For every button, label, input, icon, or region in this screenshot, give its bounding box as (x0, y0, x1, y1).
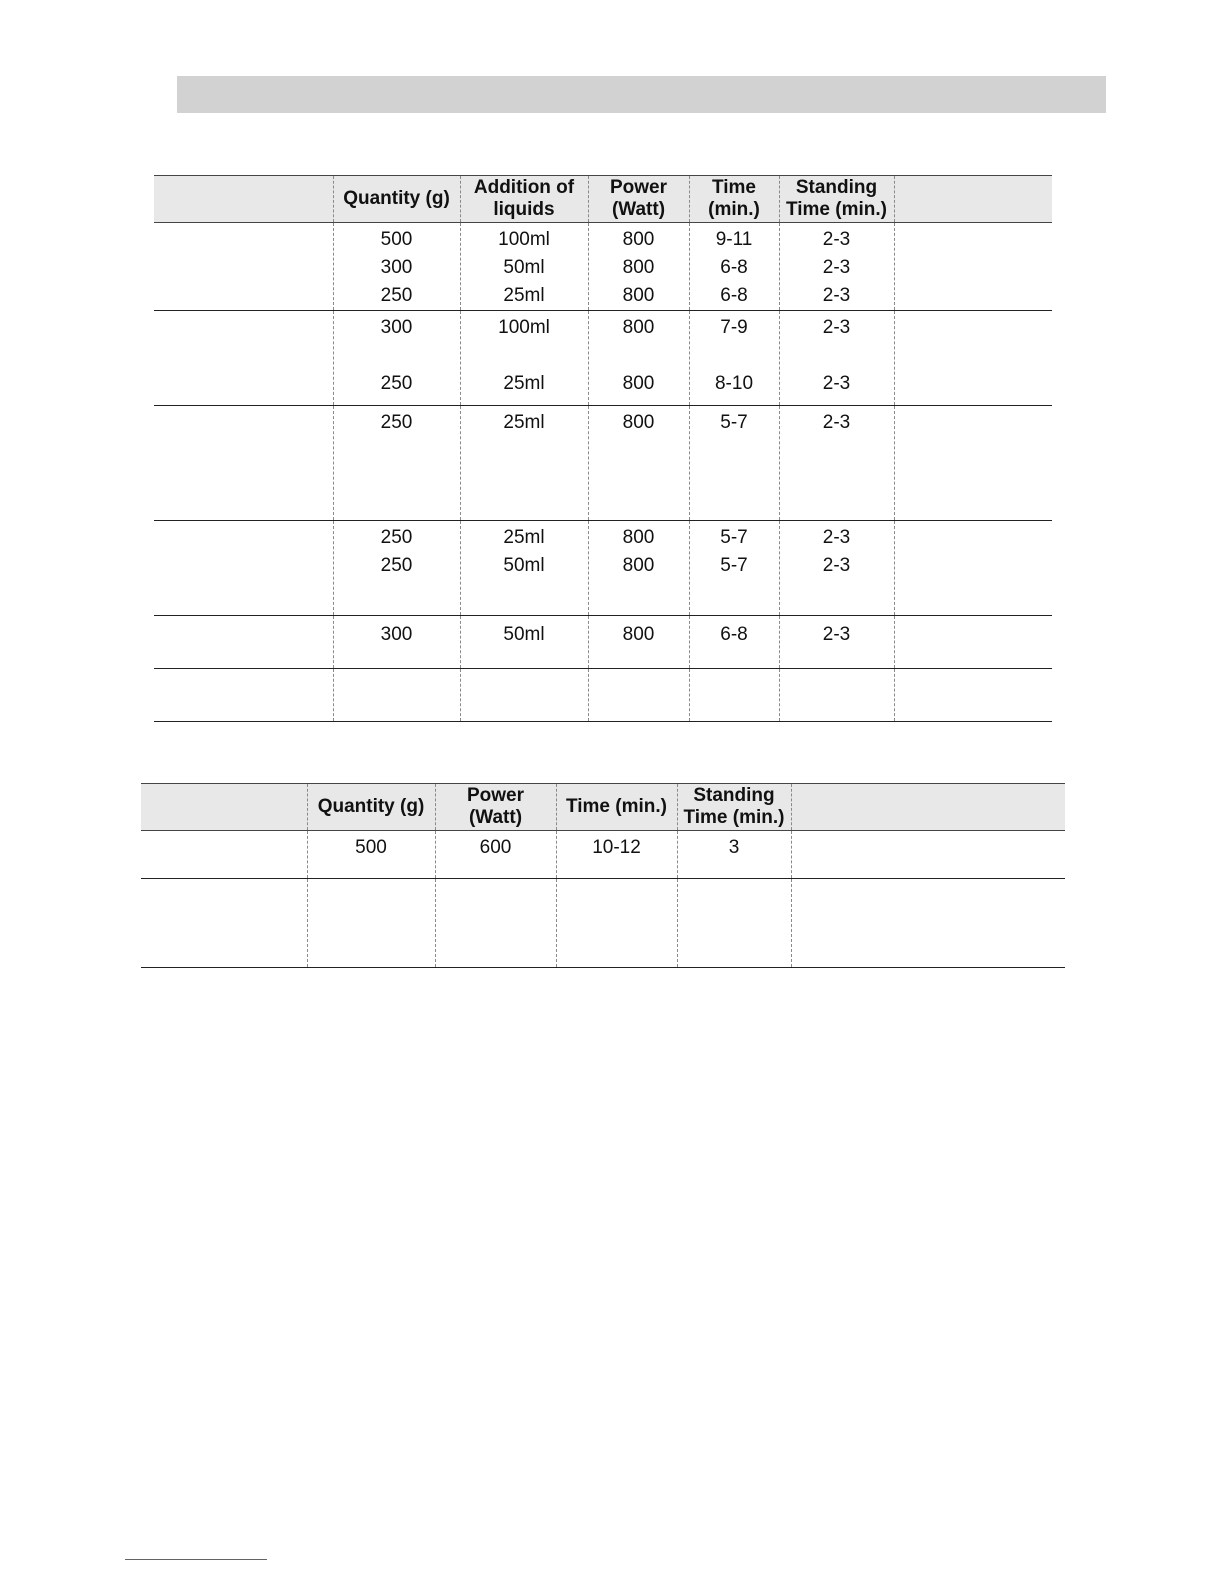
quantity-cell: 250 (333, 406, 460, 521)
table-row (154, 521, 1052, 616)
time-cell: 7-9 8-10 (689, 311, 779, 406)
power-cell: 800 (588, 406, 689, 521)
liquids-cell: 100ml 25ml (460, 311, 588, 406)
section-title-bar (177, 76, 1106, 113)
header-food (154, 176, 333, 223)
comments-cell (894, 669, 1052, 722)
table-header-row (141, 784, 1065, 831)
power-cell: 600 (435, 831, 556, 879)
header-standing-time: Standing Time (min.) (677, 784, 791, 831)
standing-time-cell: 2-3 (779, 406, 894, 521)
food-cell (141, 879, 307, 968)
comments-cell (894, 406, 1052, 521)
standing-time-cell (779, 669, 894, 722)
liquids-cell: 25ml (460, 406, 588, 521)
power-cell: 800 800 (588, 521, 689, 616)
power-cell: 800 (588, 616, 689, 669)
header-power: Power (Watt) (588, 176, 689, 223)
quantity-cell: 500 300 250 (333, 223, 460, 311)
comments-cell (894, 521, 1052, 616)
quantity-cell: 500 (307, 831, 435, 879)
comments-cell (791, 831, 1065, 879)
time-cell: 9-11 6-8 6-8 (689, 223, 779, 311)
header-power: Power (Watt) (435, 784, 556, 831)
header-time: Time (min.) (556, 784, 677, 831)
food-cell (154, 311, 333, 406)
food-cell (154, 223, 333, 311)
table-row-empty (154, 669, 1052, 722)
quantity-cell (307, 879, 435, 968)
power-cell (435, 879, 556, 968)
table-header-row (154, 176, 1052, 223)
time-cell: 10-12 (556, 831, 677, 879)
quantity-cell: 250 250 (333, 521, 460, 616)
quantity-cell (333, 669, 460, 722)
table-row (154, 616, 1052, 669)
table-row (154, 406, 1052, 521)
time-cell: 6-8 (689, 616, 779, 669)
food-cell (141, 831, 307, 879)
liquids-cell (460, 669, 588, 722)
header-standing-time: Standing Time (min.) (779, 176, 894, 223)
time-cell: 5-7 (689, 406, 779, 521)
standing-time-cell (677, 879, 791, 968)
comments-cell (894, 223, 1052, 311)
quantity-cell: 300 250 (333, 311, 460, 406)
power-cell: 800 800 (588, 311, 689, 406)
header-quantity: Quantity (g) (333, 176, 460, 223)
liquids-cell: 100ml 50ml 25ml (460, 223, 588, 311)
comments-cell (791, 879, 1065, 968)
header-time: Time (min.) (689, 176, 779, 223)
standing-time-cell: 3 (677, 831, 791, 879)
quantity-cell: 300 (333, 616, 460, 669)
defrost-cooking-table (141, 783, 1065, 968)
power-cell: 800 800 800 (588, 223, 689, 311)
footnote-link-underline (125, 1559, 267, 1560)
food-cell (154, 616, 333, 669)
standing-time-cell: 2-3 2-3 (779, 311, 894, 406)
table-row-empty (141, 879, 1065, 968)
table-row (154, 311, 1052, 406)
comments-cell (894, 616, 1052, 669)
header-comments (894, 176, 1052, 223)
standing-time-cell: 2-3 2-3 (779, 521, 894, 616)
liquids-cell: 50ml (460, 616, 588, 669)
header-comments (791, 784, 1065, 831)
food-cell (154, 521, 333, 616)
standing-time-cell: 2-3 (779, 616, 894, 669)
time-cell (689, 669, 779, 722)
time-cell: 5-7 5-7 (689, 521, 779, 616)
power-cell (588, 669, 689, 722)
header-liquids: Addition of liquids (460, 176, 588, 223)
food-cell (154, 669, 333, 722)
vegetables-cooking-table (154, 175, 1052, 722)
comments-cell (894, 311, 1052, 406)
table-row (154, 223, 1052, 311)
standing-time-cell: 2-3 2-3 2-3 (779, 223, 894, 311)
table-row (141, 831, 1065, 879)
header-food (141, 784, 307, 831)
time-cell (556, 879, 677, 968)
food-cell (154, 406, 333, 521)
header-quantity: Quantity (g) (307, 784, 435, 831)
liquids-cell: 25ml 50ml (460, 521, 588, 616)
